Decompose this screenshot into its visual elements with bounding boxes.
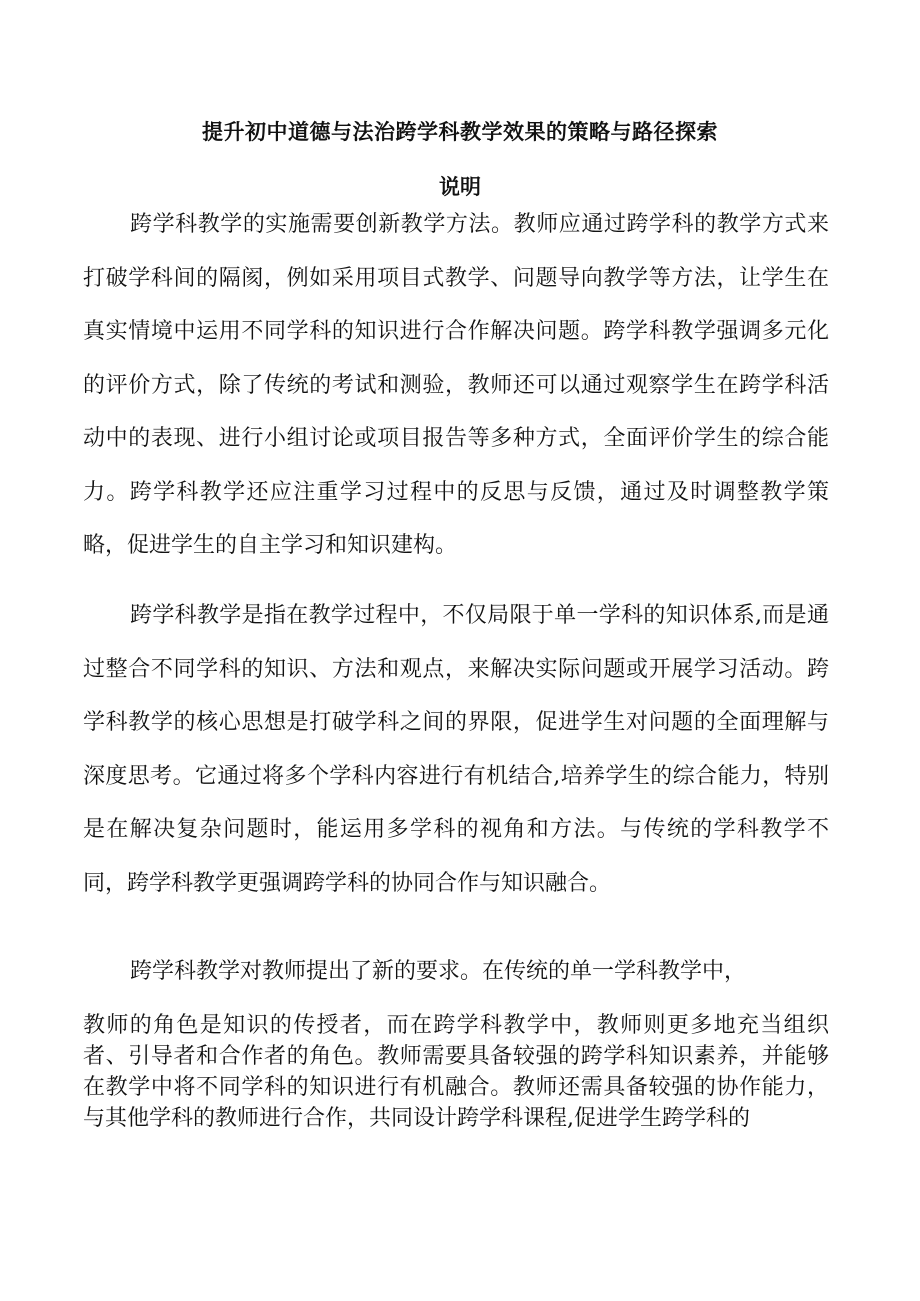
paragraph-1: 跨学科教学的实施需要创新教学方法。教师应通过跨学科的教学方式来打破学科间的隔阂，例如采用项目式教学、问题导向教学等方法，让学生在真实情境中运用不同学科的知识进行合作解决问题。跨学科教学强调多元化的评价方式，除了传统的考试和测验，教师还可以通过观察学生在跨学科活动中的表现、进行小组讨论或项目报告等多种方式，全面评价学生的综合能力。跨学科教学还应注重学习过程中的反思与反馈，通过及时调整教学策略，促进学生的自主学习和知识建构。: [83, 212, 829, 558]
paragraph-3-continuation: 教师的角色是知识的传授者，而在跨学科教学中，教师则更多地充当组织者、引导者和合作者的角色。教师需要具备较强的跨学科知识素养，并能够在教学中将不同学科的知识进行有机融合。教师还需具备较强的协作能力，与其他学科的教师进行合作，共同设计跨学科课程,促进学生跨学科的: [83, 1013, 829, 1131]
document-title: 提升初中道德与法治跨学科教学效果的策略与路径探索: [202, 119, 718, 144]
section-heading: 说明: [439, 174, 481, 199]
paragraph-2: 跨学科教学是指在教学过程中，不仅局限于单一学科的知识体系,而是通过整合不同学科的知识、方法和观点，来解决实际问题或开展学习活动。跨学科教学的核心思想是打破学科之间的界限，促进学生对问题的全面理解与深度思考。它通过将多个学科内容进行有机结合,培养学生的综合能力，特别是在解决复杂问题时，能运用多学科的视角和方法。与传统的学科教学不同，跨学科教学更强调跨学科的协同合作与知识融合。: [83, 603, 829, 896]
paragraph-3-opening: 跨学科教学对教师提出了新的要求。在传统的单一学科教学中，: [130, 959, 747, 984]
